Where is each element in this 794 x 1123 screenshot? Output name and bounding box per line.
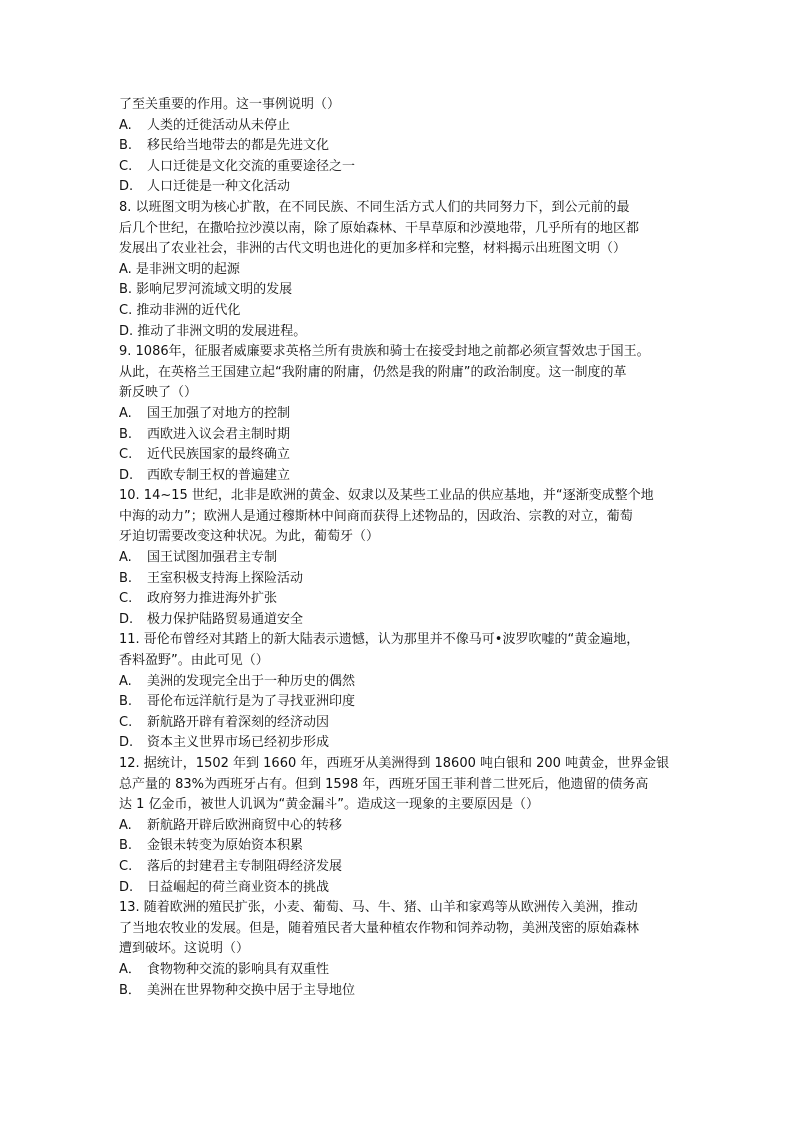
option-text: 国王试图加强君主专制: [147, 550, 278, 566]
answer-option: [119, 836, 684, 857]
option-letter: D.: [119, 879, 134, 895]
option-text: 移民给当地带去的都是先进文化: [147, 138, 330, 154]
text-line: 12. 据统计，1502 年到 1660 年，西班牙从美洲得到 18600 吨白银和 200 吨黄金，世界金银: [119, 756, 670, 771]
text-line: 9. 1086年，征服者威廉要求英格兰所有贵族和骑士在接受封地之前都必须宣誓效忠于国王。: [119, 344, 650, 360]
answer-option: [119, 445, 684, 466]
text-line: 新反映了（）: [119, 385, 198, 401]
option-text: 人口迁徙是文化交流的重要途径之一: [147, 158, 356, 174]
answer-option: [119, 116, 684, 137]
answer-option: [119, 672, 684, 693]
option-text: 新航路开辟后欧洲商贸中心的转移: [147, 817, 343, 833]
answer-option: [119, 816, 684, 837]
option-text: 国王加强了对地方的控制: [147, 405, 291, 421]
answer-option: [119, 713, 684, 734]
text-line: D. 推动了非洲文明的发展进程。: [119, 323, 307, 339]
option-letter: B.: [119, 570, 133, 586]
answer-option: [119, 960, 684, 981]
option-text: 哥伦布远洋航行是为了寻找亚洲印度: [147, 694, 356, 710]
option-letter: A．: [119, 961, 141, 977]
option-text: 美洲在世界物种交换中居于主导地位: [147, 982, 356, 998]
option-letter: B.: [119, 138, 133, 154]
option-text: 人类的迁徙活动从未停止: [147, 117, 291, 133]
option-text: 日益崛起的荷兰商业资本的挑战: [147, 879, 330, 895]
text-line: 8. 以班图文明为核心扩散，在不同民族、不同生活方式人们的共同努力下，到公元前的最: [119, 199, 630, 215]
text-line: 了至关重要的作用。这一事例说明（）: [119, 97, 341, 112]
text-line: 11. 哥伦布曾经对其踏上的新大陆表示遗憾，认为那里并不像马可•波罗吹嘘的“黄金遍地，: [119, 632, 640, 648]
text-line: 从此，在英格兰王国建立起“我附庸的附庸，仍然是我的附庸”的政治制度。这一制度的革: [119, 364, 627, 380]
option-letter: B.: [119, 838, 133, 854]
option-text: 落后的封建君主专制阻碍经济发展: [147, 858, 343, 874]
answer-option: [119, 569, 684, 590]
answer-option: [119, 610, 684, 631]
text-line: 达 1 亿金币，被世人讥讽为“黄金漏斗”。造成这一现象的主要原因是（）: [119, 797, 540, 813]
answer-option: [119, 692, 684, 713]
option-text: 政府努力推进海外扩张: [147, 591, 278, 607]
answer-option: [119, 177, 684, 198]
option-text: 近代民族国家的最终确立: [147, 447, 291, 463]
text-line: A. 是非洲文明的起源: [119, 261, 240, 277]
option-text: 人口迁徙是一种文化活动: [147, 179, 291, 195]
option-letter: D.: [119, 467, 134, 483]
text-line: 后几个世纪，在撒哈拉沙漠以南，除了原始森林、干旱草原和沙漠地带，几乎所有的地区都: [119, 220, 640, 236]
option-letter: A.: [119, 817, 132, 833]
text-line: 牙迫切需要改变这种状况。为此，葡萄牙（）: [119, 529, 380, 545]
option-letter: D.: [119, 611, 134, 627]
text-line: 13. 随着欧洲的殖民扩张，小麦、葡萄、马、牛、猪、山羊和家鸡等从欧洲传入美洲，推动: [119, 900, 638, 916]
option-text: 西欧进入议会君主制时期: [147, 426, 291, 442]
answer-option: [119, 466, 684, 487]
option-letter: A.: [119, 405, 132, 421]
option-letter: C.: [119, 714, 133, 730]
option-letter: C.: [119, 591, 133, 607]
option-letter: B．: [119, 982, 141, 998]
option-letter: C.: [119, 447, 133, 463]
answer-option: [119, 404, 684, 425]
text-line: 遭到破坏。这说明（）: [119, 941, 250, 957]
text-line: 10. 14~15 世纪，北非是欧洲的黄金、奴隶以及某些工业品的供应基地，并“逐渐变成整个地: [119, 488, 654, 504]
text-line: 总产量的 83%为西班牙占有。但到 1598 年，西班牙国王菲利普二世死后，他遗留的债务高: [119, 776, 649, 792]
option-letter: D.: [119, 179, 134, 195]
text-line: 了当地农牧业的发展。但是，随着殖民者大量种植农作物和饲养动物，美洲茂密的原始森林: [119, 920, 640, 936]
option-text: 新航路开辟有着深刻的经济动因: [147, 714, 330, 730]
option-text: 金银未转变为原始资本积累: [147, 838, 304, 854]
answer-option: [119, 878, 684, 899]
option-letter: B.: [119, 426, 133, 442]
text-line: 香料盈野”。由此可见（）: [119, 653, 269, 669]
option-text: 极力保护陆路贸易通道安全: [147, 611, 304, 627]
answer-option: [119, 157, 684, 178]
answer-option: [119, 136, 684, 157]
answer-option: [119, 425, 684, 446]
option-text: 王室积极支持海上探险活动: [147, 570, 304, 586]
option-letter: C.: [119, 158, 133, 174]
option-letter: C.: [119, 858, 133, 874]
text-line: 发展出了农业社会，非洲的古代文明也进化的更加多样和完整，材料揭示出班图文明（）: [119, 241, 627, 257]
answer-option: [119, 733, 684, 754]
text-line: C. 推动非洲的近代化: [119, 302, 241, 318]
option-text: 美洲的发现完全出于一种历史的偶然: [147, 673, 356, 689]
text-line: 中海的动力”；欧洲人是通过穆斯林中间商而获得上述物品的，因政治、宗教的对立，葡萄: [119, 508, 633, 524]
option-letter: A.: [119, 673, 132, 689]
answer-option: [119, 589, 684, 610]
answer-option: [119, 548, 684, 569]
answer-option: [119, 981, 684, 1002]
option-text: 西欧专制王权的普遍建立: [147, 467, 291, 483]
option-text: 资本主义世界市场已经初步形成: [147, 735, 330, 751]
answer-option: [119, 857, 684, 878]
option-text: 食物物种交流的影响具有双重性: [147, 961, 330, 977]
option-letter: A.: [119, 550, 132, 566]
option-letter: D.: [119, 735, 134, 751]
option-letter: B.: [119, 694, 133, 710]
option-letter: A.: [119, 117, 132, 133]
text-line: B. 影响尼罗河流域文明的发展: [119, 282, 293, 298]
